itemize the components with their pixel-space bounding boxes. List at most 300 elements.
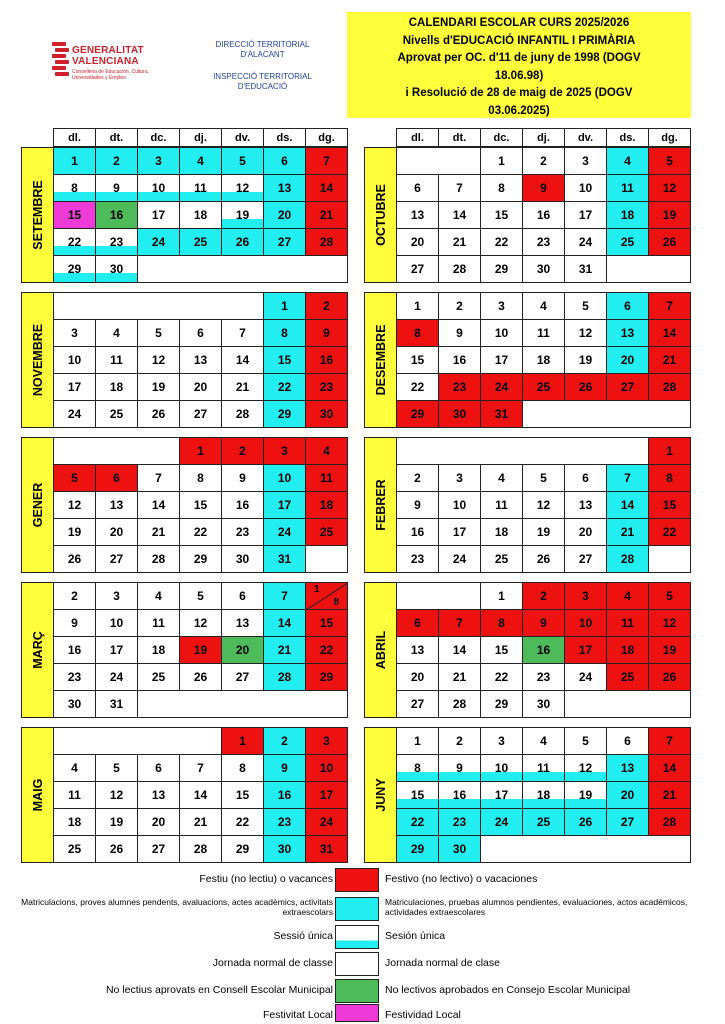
day-number: 17 — [578, 643, 593, 657]
day-number: 31 — [319, 842, 334, 856]
day-cell — [95, 609, 138, 637]
day-cell — [648, 437, 691, 465]
weekday-header: dv. — [564, 128, 607, 147]
day-cell — [648, 464, 691, 492]
day-number: 10 — [151, 181, 166, 195]
day-number: 9 — [540, 181, 547, 195]
day-cell — [305, 727, 348, 755]
day-cell — [564, 255, 607, 283]
day-cell — [648, 582, 691, 610]
day-cell — [221, 437, 264, 465]
day-number: 21 — [662, 353, 677, 367]
day-number: 3 — [155, 154, 162, 168]
day-number: 8 — [281, 326, 288, 340]
month-name: JUNY — [373, 778, 388, 812]
day-number: 16 — [536, 208, 551, 222]
day-cell — [480, 228, 523, 256]
day-number: 29 — [319, 670, 334, 684]
day-number: 18 — [620, 208, 635, 222]
day-number: 19 — [578, 788, 593, 802]
day-cell — [522, 582, 565, 610]
day-number: 3 — [323, 734, 330, 748]
day-number: 20 — [578, 525, 593, 539]
day-number: 18 — [109, 380, 124, 394]
day-number: 31 — [494, 407, 509, 421]
day-cell — [305, 437, 348, 465]
day-number: 2 — [414, 471, 421, 485]
day-cell — [396, 663, 439, 691]
day-cell — [221, 835, 264, 863]
day-number: 12 — [662, 616, 677, 630]
day-number: 20 — [151, 815, 166, 829]
day-number: 3 — [498, 299, 505, 313]
day-number: 26 — [536, 552, 551, 566]
day-cell — [95, 808, 138, 836]
day-cell — [438, 690, 481, 718]
day-number: 12 — [67, 498, 82, 512]
direccio-territorial — [205, 40, 320, 60]
day-number: 29 — [193, 552, 208, 566]
day-cell — [263, 319, 306, 347]
day-cell — [263, 636, 306, 664]
day-cell — [137, 201, 180, 229]
day-number: 16 — [319, 353, 334, 367]
day-cell — [480, 201, 523, 229]
day-number: 20 — [277, 208, 292, 222]
day-cell — [522, 545, 565, 573]
day-cell — [648, 201, 691, 229]
day-number: 30 — [235, 552, 250, 566]
day-cell — [305, 636, 348, 664]
day-number: 12 — [109, 788, 124, 802]
day-cell — [396, 727, 439, 755]
day-cell — [564, 754, 607, 782]
day-number: 11 — [495, 498, 508, 512]
day-cell — [396, 201, 439, 229]
day-number: 23 — [235, 525, 250, 539]
day-number: 4 — [197, 154, 204, 168]
day-number: 2 — [281, 734, 288, 748]
day-number: 14 — [452, 643, 467, 657]
day-number: 20 — [410, 670, 425, 684]
day-cell — [305, 808, 348, 836]
day-cell — [221, 400, 264, 428]
day-number: 24 — [578, 235, 593, 249]
day-number: 1 — [498, 589, 505, 603]
day-cell — [53, 255, 96, 283]
day-number: 28 — [277, 670, 292, 684]
day-cell — [522, 292, 565, 320]
day-cell — [179, 582, 222, 610]
day-cell — [221, 518, 264, 546]
day-cell — [179, 201, 222, 229]
logo-line2: VALENCIANA — [72, 56, 139, 67]
day-cell — [137, 545, 180, 573]
day-number: 10 — [319, 761, 334, 775]
day-number: 27 — [235, 670, 250, 684]
day-number: 23 — [109, 235, 124, 249]
day-cell — [305, 518, 348, 546]
day-cell — [179, 545, 222, 573]
day-cell — [480, 346, 523, 374]
day-cell — [53, 174, 96, 202]
day-cell — [263, 373, 306, 401]
day-cell — [438, 636, 481, 664]
day-number: 3 — [281, 444, 288, 458]
day-number: 25 — [620, 670, 635, 684]
day-number: 25 — [319, 525, 334, 539]
day-cell — [648, 808, 691, 836]
day-cell — [480, 400, 523, 428]
legend-swatch — [335, 1004, 379, 1022]
day-number: 5 — [666, 154, 673, 168]
weekday-header: dj. — [179, 128, 222, 147]
day-number: 3 — [582, 589, 589, 603]
day-cell — [564, 201, 607, 229]
day-number: 23 — [277, 815, 292, 829]
day-cell — [137, 835, 180, 863]
day-number: 5 — [71, 471, 78, 485]
day-number: 29 — [410, 842, 425, 856]
day-cell — [438, 174, 481, 202]
day-number: 6 — [155, 761, 162, 775]
day-number: 5 — [155, 326, 162, 340]
day-cell — [137, 228, 180, 256]
day-cell — [179, 609, 222, 637]
day-cell — [179, 228, 222, 256]
day-cell — [263, 437, 306, 465]
day-cell — [305, 174, 348, 202]
day-number: 11 — [537, 761, 550, 775]
day-number: 15 — [235, 788, 250, 802]
day-cell — [564, 228, 607, 256]
month-label — [21, 727, 54, 863]
day-number: 26 — [578, 380, 593, 394]
day-number: 7 — [624, 471, 631, 485]
day-cell — [438, 663, 481, 691]
day-number: 4 — [155, 589, 162, 603]
day-number: 19 — [193, 643, 208, 657]
day-number: 27 — [151, 842, 166, 856]
day-number: 11 — [537, 326, 550, 340]
day-cell — [137, 346, 180, 374]
day-number: 24 — [67, 407, 82, 421]
day-cell — [221, 808, 264, 836]
month-name: GENER — [30, 482, 45, 528]
day-cell — [263, 201, 306, 229]
legend-label-es: No lectivos aprobados en Consejo Escolar Municipal — [385, 984, 631, 996]
day-number: 9 — [414, 498, 421, 512]
day-cell — [179, 147, 222, 175]
day-number: 6 — [197, 326, 204, 340]
day-cell — [522, 346, 565, 374]
day-cell — [396, 373, 439, 401]
day-cell — [179, 464, 222, 492]
day-number: 14 — [277, 616, 292, 630]
day-number: 13 — [410, 643, 425, 657]
day-cell — [263, 781, 306, 809]
month-label — [364, 437, 397, 573]
day-cell — [564, 582, 607, 610]
dir2-line1: INSPECCIÓ TERRITORIAL — [213, 72, 312, 81]
day-cell — [396, 545, 439, 573]
day-cell — [480, 464, 523, 492]
day-number: 2 — [113, 154, 120, 168]
day-number: 30 — [536, 697, 551, 711]
day-cell — [95, 174, 138, 202]
day-number: 25 — [620, 235, 635, 249]
day-cell — [221, 464, 264, 492]
legend-label-ca: Matriculacions, proves alumnes pendents, avaluacions, actes acadèmics, activitats extraescolars — [21, 897, 333, 917]
day-cell — [438, 464, 481, 492]
day-cell — [606, 147, 649, 175]
day-number: 14 — [193, 788, 208, 802]
day-cell — [305, 609, 348, 637]
day-cell — [438, 491, 481, 519]
day-number: 18 — [151, 643, 166, 657]
day-cell — [179, 346, 222, 374]
day-number: 9 — [113, 181, 120, 195]
day-cell — [53, 636, 96, 664]
day-cell — [438, 518, 481, 546]
day-cell — [522, 373, 565, 401]
day-number: 12 — [193, 616, 208, 630]
day-cell — [95, 400, 138, 428]
day-number: 19 — [109, 815, 124, 829]
day-cell — [179, 491, 222, 519]
month-name: ABRIL — [373, 630, 388, 670]
day-cell — [305, 582, 348, 610]
day-number: 2 — [456, 734, 463, 748]
day-cell — [179, 636, 222, 664]
weekday-header: dg. — [648, 128, 691, 147]
day-cell — [606, 491, 649, 519]
day-number: 30 — [67, 697, 82, 711]
day-cell — [606, 754, 649, 782]
day-cell — [438, 346, 481, 374]
day-cell — [606, 663, 649, 691]
day-cell — [53, 228, 96, 256]
day-number: 8 — [498, 181, 505, 195]
day-number: 4 — [540, 734, 547, 748]
day-number: 7 — [456, 616, 463, 630]
month-name: SETEMBRE — [30, 180, 45, 250]
day-cell — [137, 609, 180, 637]
month-label — [21, 582, 54, 718]
day-cell — [137, 636, 180, 664]
day-cell — [564, 663, 607, 691]
day-cell — [564, 346, 607, 374]
weekday-header: ds. — [606, 128, 649, 147]
day-cell — [522, 255, 565, 283]
weekday-header: dl. — [53, 128, 96, 147]
day-cell — [606, 319, 649, 347]
day-cell — [305, 228, 348, 256]
day-number: 16 — [410, 525, 425, 539]
day-number: 5 — [239, 154, 246, 168]
day-cell — [179, 518, 222, 546]
legend-swatch — [335, 925, 379, 949]
day-cell — [95, 346, 138, 374]
day-number: 18 — [67, 815, 82, 829]
day-cell — [480, 292, 523, 320]
day-number: 4 — [624, 589, 631, 603]
day-number: 17 — [109, 643, 124, 657]
day-cell — [95, 636, 138, 664]
day-number: 28 — [151, 552, 166, 566]
day-cell — [396, 808, 439, 836]
day-number: 6 — [414, 181, 421, 195]
day-number: 2 — [323, 299, 330, 313]
day-cell — [606, 373, 649, 401]
day-cell — [480, 636, 523, 664]
day-cell — [480, 663, 523, 691]
day-number: 13 — [620, 761, 635, 775]
day-number: 13 — [277, 181, 292, 195]
day-number: 10 — [109, 616, 124, 630]
day-number: 21 — [235, 380, 250, 394]
day-cell — [53, 663, 96, 691]
day-cell — [53, 400, 96, 428]
day-number: 24 — [109, 670, 124, 684]
day-number: 5 — [666, 589, 673, 603]
day-number: 23 — [536, 670, 551, 684]
day-number: 6 — [624, 299, 631, 313]
day-number: 27 — [620, 815, 635, 829]
day-number: 21 — [620, 525, 635, 539]
day-cell — [438, 835, 481, 863]
day-number: 5 — [582, 299, 589, 313]
day-number: 28 — [319, 235, 334, 249]
day-number: 30 — [452, 842, 467, 856]
day-number: 19 — [578, 353, 593, 367]
day-cell — [221, 609, 264, 637]
day-cell — [53, 690, 96, 718]
day-number: 17 — [578, 208, 593, 222]
day-number: 14 — [662, 761, 677, 775]
day-number: 27 — [410, 697, 425, 711]
day-cell — [396, 292, 439, 320]
day-cell — [522, 636, 565, 664]
legend-label-ca: Festivitat Local — [262, 1009, 333, 1021]
day-number: 22 — [319, 643, 334, 657]
month-label — [364, 727, 397, 863]
day-cell — [137, 582, 180, 610]
day-number: 22 — [193, 525, 208, 539]
day-number: 3 — [582, 154, 589, 168]
day-cell — [648, 292, 691, 320]
day-number: 27 — [193, 407, 208, 421]
day-cell — [53, 491, 96, 519]
day-number: 19 — [662, 208, 677, 222]
day-number: 16 — [536, 643, 551, 657]
legend-label-es: Festividad Local — [385, 1009, 461, 1021]
day-cell — [648, 727, 691, 755]
day-cell — [53, 781, 96, 809]
day-number: 24 — [151, 235, 166, 249]
day-cell — [648, 319, 691, 347]
day-number: 16 — [452, 353, 467, 367]
day-number: 10 — [494, 326, 509, 340]
day-number: 8 — [239, 761, 246, 775]
day-cell — [221, 663, 264, 691]
day-number: 6 — [281, 154, 288, 168]
month-name: OCTUBRE — [373, 184, 388, 246]
day-cell — [564, 174, 607, 202]
day-cell — [263, 228, 306, 256]
day-number: 29 — [277, 407, 292, 421]
day-number: 26 — [151, 407, 166, 421]
day-number: 27 — [410, 262, 425, 276]
inspeccio-territorial — [205, 72, 320, 92]
day-number: 24 — [494, 815, 509, 829]
day-number: 24 — [578, 670, 593, 684]
day-cell — [396, 609, 439, 637]
day-number: 18 — [319, 498, 334, 512]
day-cell — [648, 754, 691, 782]
day-cell — [137, 808, 180, 836]
day-number: 16 — [235, 498, 250, 512]
day-number: 21 — [319, 208, 334, 222]
day-cell — [396, 174, 439, 202]
day-cell — [522, 464, 565, 492]
day-number: 8 — [333, 597, 339, 608]
day-cell — [53, 346, 96, 374]
day-number: 21 — [277, 643, 292, 657]
day-number: 25 — [193, 235, 208, 249]
day-cell — [53, 201, 96, 229]
weekday-header: dj. — [522, 128, 565, 147]
day-number: 20 — [235, 643, 250, 657]
day-cell — [606, 464, 649, 492]
day-number: 17 — [494, 353, 509, 367]
day-cell — [95, 373, 138, 401]
day-cell — [221, 319, 264, 347]
day-cell — [263, 582, 306, 610]
day-cell — [522, 609, 565, 637]
day-number: 23 — [536, 235, 551, 249]
day-number: 27 — [109, 552, 124, 566]
day-cell — [396, 346, 439, 374]
day-number: 28 — [620, 552, 635, 566]
legend-label-ca: Festiu (no lectiu) o vacances — [199, 873, 333, 885]
day-number: 9 — [71, 616, 78, 630]
day-cell — [438, 228, 481, 256]
day-number: 3 — [498, 734, 505, 748]
day-number: 1 — [498, 154, 505, 168]
day-number: 2 — [540, 589, 547, 603]
day-number: 11 — [320, 471, 333, 485]
day-number: 8 — [666, 471, 673, 485]
day-number: 9 — [456, 326, 463, 340]
day-number: 21 — [452, 235, 467, 249]
title-line4: 18.06.98) — [494, 69, 544, 82]
weekday-header: dc. — [137, 128, 180, 147]
day-number: 12 — [578, 761, 593, 775]
day-number: 29 — [494, 697, 509, 711]
day-number: 15 — [67, 208, 82, 222]
day-cell — [522, 228, 565, 256]
day-cell — [522, 781, 565, 809]
day-cell — [305, 201, 348, 229]
month-label — [364, 147, 397, 283]
day-number: 30 — [452, 407, 467, 421]
day-cell — [263, 545, 306, 573]
day-number: 28 — [452, 697, 467, 711]
day-cell — [95, 582, 138, 610]
day-number: 9 — [323, 326, 330, 340]
day-number: 3 — [71, 326, 78, 340]
